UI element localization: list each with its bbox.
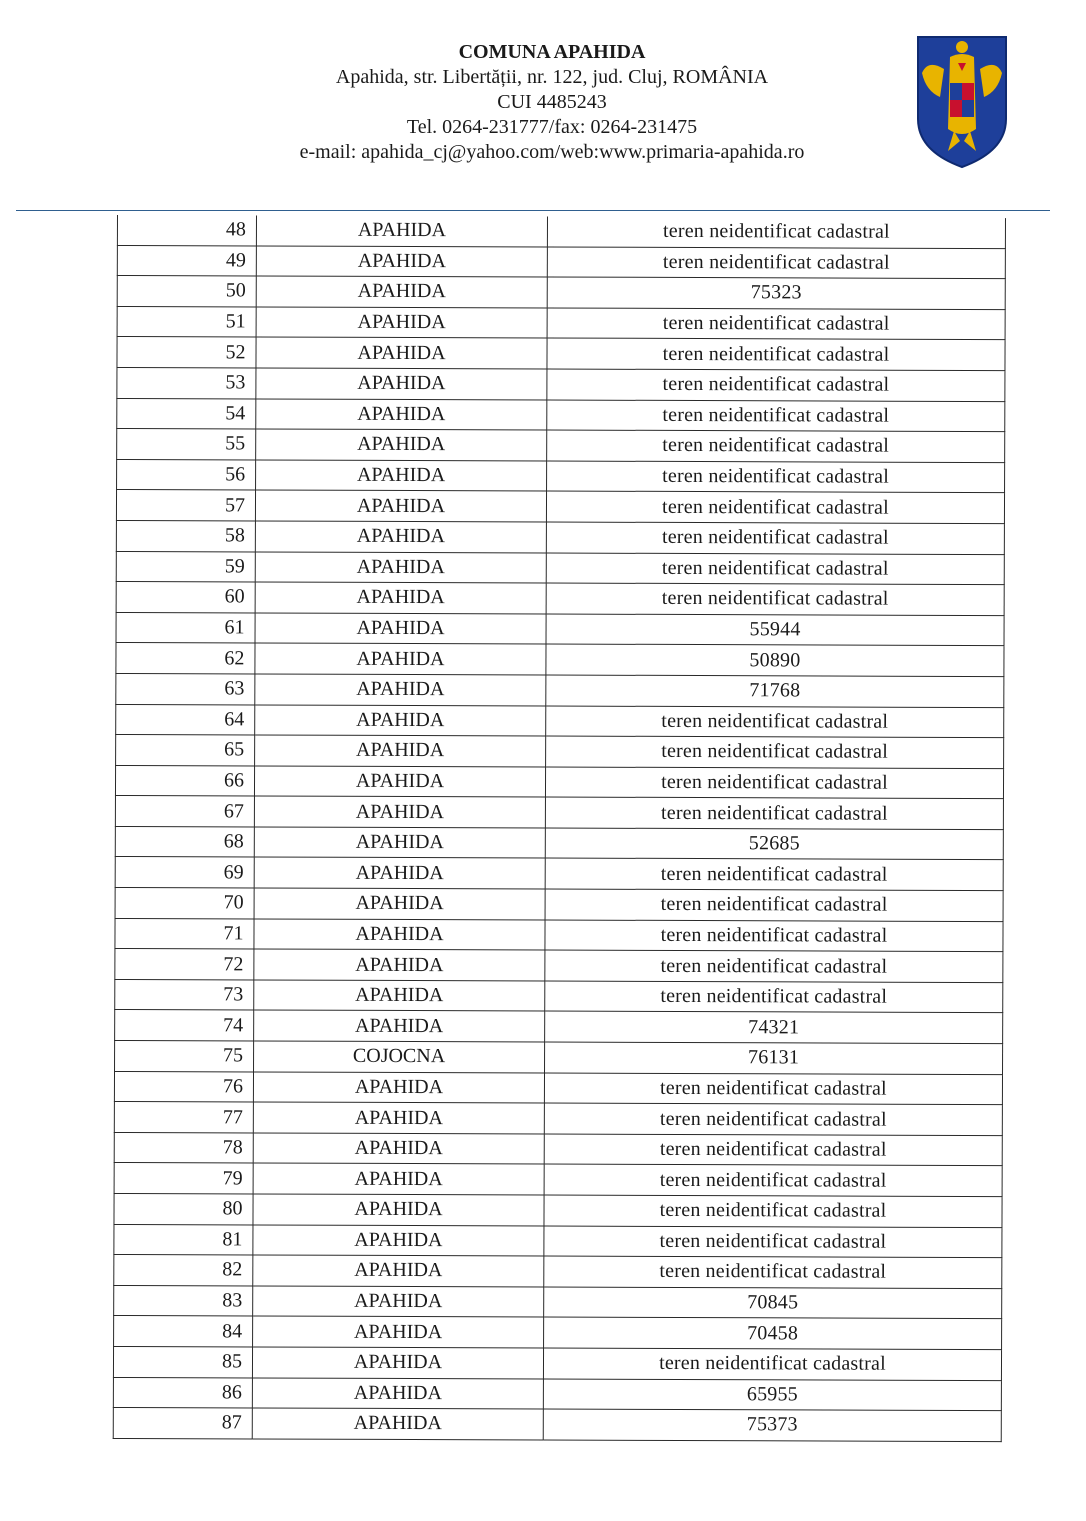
- table-row: [115, 1010, 1003, 1044]
- locality-cell: APAHIDA: [253, 1072, 544, 1104]
- locality-cell: APAHIDA: [254, 857, 545, 889]
- cadastral-number-cell: teren neidentificat cadastral: [547, 369, 1005, 401]
- locality-cell: APAHIDA: [252, 1378, 543, 1410]
- letterhead: [190, 40, 914, 165]
- table-row: [114, 1163, 1002, 1197]
- row-number-cell: 58: [116, 520, 255, 551]
- locality-cell: APAHIDA: [256, 368, 547, 400]
- table-row: [114, 1285, 1002, 1319]
- table-row: [114, 1224, 1002, 1258]
- cadastral-number-cell: teren neidentificat cadastral: [547, 217, 1005, 249]
- cadastral-number-cell: teren neidentificat cadastral: [547, 308, 1005, 340]
- row-number-cell: 69: [115, 857, 254, 888]
- cadastral-number-cell: teren neidentificat cadastral: [543, 1348, 1001, 1380]
- row-number-cell: 74: [115, 1010, 254, 1041]
- locality-cell: APAHIDA: [252, 1347, 543, 1379]
- row-number-cell: 85: [113, 1346, 252, 1377]
- table-row: [114, 1071, 1002, 1105]
- locality-cell: APAHIDA: [254, 827, 545, 859]
- table-row: [114, 1255, 1002, 1289]
- cadastral-number-cell: teren neidentificat cadastral: [545, 889, 1003, 921]
- table-row: [113, 1377, 1001, 1411]
- row-number-cell: 70: [115, 888, 254, 919]
- cadastral-number-cell: 55944: [546, 614, 1004, 646]
- institution-phone: Tel. 0264-231777/fax: 0264-231475: [406, 116, 698, 138]
- table-row: [116, 735, 1004, 769]
- table-row: [114, 1102, 1002, 1136]
- cadastral-number-cell: teren neidentificat cadastral: [547, 247, 1005, 279]
- cadastral-number-cell: 50890: [546, 644, 1004, 676]
- row-number-cell: 52: [117, 337, 256, 368]
- table-row: [116, 520, 1004, 554]
- cadastral-number-cell: teren neidentificat cadastral: [547, 430, 1005, 462]
- locality-cell: APAHIDA: [253, 1316, 544, 1348]
- cadastral-number-cell: teren neidentificat cadastral: [545, 858, 1003, 890]
- cadastral-number-cell: teren neidentificat cadastral: [545, 767, 1003, 799]
- table-row: [113, 1346, 1001, 1380]
- cadastral-number-cell: teren neidentificat cadastral: [546, 491, 1004, 523]
- locality-cell: APAHIDA: [255, 735, 546, 767]
- row-number-cell: 86: [113, 1377, 252, 1408]
- table-row: [116, 490, 1004, 524]
- locality-cell: APAHIDA: [254, 796, 545, 828]
- cadastral-number-cell: teren neidentificat cadastral: [547, 338, 1005, 370]
- row-number-cell: 76: [114, 1071, 253, 1102]
- table-row: [115, 796, 1003, 830]
- locality-cell: APAHIDA: [255, 613, 546, 645]
- cadastral-number-cell: teren neidentificat cadastral: [546, 705, 1004, 737]
- cadastral-number-cell: 70845: [544, 1287, 1002, 1319]
- row-number-cell: 64: [116, 704, 255, 735]
- locality-cell: APAHIDA: [254, 766, 545, 798]
- locality-cell: APAHIDA: [256, 215, 547, 246]
- table-row: [116, 612, 1004, 646]
- row-number-cell: 50: [117, 276, 256, 307]
- locality-cell: APAHIDA: [253, 1133, 544, 1165]
- row-number-cell: 71: [115, 918, 254, 949]
- table-row: [117, 429, 1005, 463]
- row-number-cell: 49: [117, 245, 256, 276]
- locality-cell: APAHIDA: [253, 1286, 544, 1318]
- cadastral-number-cell: teren neidentificat cadastral: [544, 1164, 1002, 1196]
- cadastral-number-cell: teren neidentificat cadastral: [545, 797, 1003, 829]
- row-number-cell: 55: [117, 429, 256, 460]
- table-row: [116, 551, 1004, 585]
- row-number-cell: 63: [116, 673, 255, 704]
- cadastral-number-cell: 70458: [544, 1317, 1002, 1349]
- row-number-cell: 48: [117, 215, 256, 246]
- locality-cell: APAHIDA: [253, 1102, 544, 1134]
- row-number-cell: 61: [116, 612, 255, 643]
- table-row: [116, 643, 1004, 677]
- locality-cell: APAHIDA: [253, 1163, 544, 1195]
- row-number-cell: 57: [116, 490, 255, 521]
- cadastral-number-cell: teren neidentificat cadastral: [545, 981, 1003, 1013]
- table-row: [117, 245, 1005, 279]
- cadastral-number-cell: teren neidentificat cadastral: [544, 1195, 1002, 1227]
- locality-cell: APAHIDA: [255, 552, 546, 584]
- cadastral-number-cell: 71768: [546, 675, 1004, 707]
- row-number-cell: 66: [115, 765, 254, 796]
- row-number-cell: 54: [117, 398, 256, 429]
- locality-cell: APAHIDA: [256, 246, 547, 278]
- locality-cell: APAHIDA: [255, 521, 546, 553]
- locality-cell: APAHIDA: [256, 276, 547, 308]
- cadastral-number-cell: 75323: [547, 277, 1005, 309]
- cadastral-number-cell: 75373: [543, 1409, 1001, 1441]
- row-number-cell: 83: [114, 1285, 253, 1316]
- institution-cui: CUI 4485243: [497, 91, 607, 113]
- cadastral-number-cell: teren neidentificat cadastral: [546, 736, 1004, 768]
- locality-cell: APAHIDA: [255, 490, 546, 522]
- locality-cell: APAHIDA: [253, 1255, 544, 1287]
- cadastral-number-cell: teren neidentificat cadastral: [547, 461, 1005, 493]
- locality-cell: APAHIDA: [253, 1225, 544, 1257]
- locality-cell: APAHIDA: [252, 1408, 543, 1440]
- row-number-cell: 82: [114, 1255, 253, 1286]
- land-registry-table: [113, 215, 1006, 1442]
- row-number-cell: 60: [116, 582, 255, 613]
- table-row: [115, 918, 1003, 952]
- table-row: [115, 826, 1003, 860]
- table-row: [115, 857, 1003, 891]
- row-number-cell: 81: [114, 1224, 253, 1255]
- row-number-cell: 78: [114, 1132, 253, 1163]
- cadastral-number-cell: teren neidentificat cadastral: [546, 583, 1004, 615]
- locality-cell: APAHIDA: [254, 949, 545, 981]
- row-number-cell: 75: [115, 1041, 254, 1072]
- row-number-cell: 65: [116, 735, 255, 766]
- row-number-cell: 72: [115, 949, 254, 980]
- header-divider: [16, 210, 1050, 211]
- table-row: [116, 582, 1004, 616]
- row-number-cell: 56: [117, 459, 256, 490]
- row-number-cell: 67: [115, 796, 254, 827]
- locality-cell: COJOCNA: [254, 1041, 545, 1073]
- table-row: [117, 215, 1005, 248]
- cadastral-number-cell: teren neidentificat cadastral: [545, 950, 1003, 982]
- row-number-cell: 62: [116, 643, 255, 674]
- cadastral-number-cell: 74321: [545, 1011, 1003, 1043]
- coat-of-arms-icon: [914, 33, 1010, 169]
- table-row: [115, 979, 1003, 1013]
- locality-cell: APAHIDA: [255, 674, 546, 706]
- table-row: [114, 1193, 1002, 1227]
- table-row: [117, 398, 1005, 432]
- table-row: [114, 1316, 1002, 1350]
- row-number-cell: 73: [115, 979, 254, 1010]
- table-row: [115, 1041, 1003, 1075]
- table-row: [117, 459, 1005, 493]
- table-row: [117, 337, 1005, 371]
- table-row: [117, 306, 1005, 340]
- locality-cell: APAHIDA: [256, 307, 547, 339]
- locality-cell: APAHIDA: [254, 919, 545, 951]
- row-number-cell: 59: [116, 551, 255, 582]
- cadastral-number-cell: teren neidentificat cadastral: [547, 400, 1005, 432]
- cadastral-number-cell: teren neidentificat cadastral: [546, 553, 1004, 585]
- row-number-cell: 87: [113, 1408, 252, 1439]
- cadastral-number-cell: teren neidentificat cadastral: [546, 522, 1004, 554]
- institution-address: Apahida, str. Libertății, nr. 122, jud. Cluj, ROMÂNIA: [335, 66, 769, 88]
- row-number-cell: 80: [114, 1193, 253, 1224]
- locality-cell: APAHIDA: [256, 460, 547, 492]
- row-number-cell: 84: [114, 1316, 253, 1347]
- locality-cell: APAHIDA: [256, 337, 547, 369]
- cadastral-number-cell: teren neidentificat cadastral: [544, 1073, 1002, 1105]
- locality-cell: APAHIDA: [256, 399, 547, 431]
- cadastral-number-cell: 76131: [545, 1042, 1003, 1074]
- cadastral-number-cell: teren neidentificat cadastral: [545, 920, 1003, 952]
- cadastral-number-cell: teren neidentificat cadastral: [544, 1103, 1002, 1135]
- locality-cell: APAHIDA: [254, 888, 545, 920]
- table-row: [113, 1408, 1001, 1442]
- table-row: [117, 367, 1005, 401]
- locality-cell: APAHIDA: [254, 1010, 545, 1042]
- locality-cell: APAHIDA: [255, 643, 546, 675]
- cadastral-number-cell: teren neidentificat cadastral: [544, 1256, 1002, 1288]
- institution-name: COMUNA APAHIDA: [458, 41, 646, 63]
- row-number-cell: 79: [114, 1163, 253, 1194]
- table-row: [115, 888, 1003, 922]
- table-row: [114, 1132, 1002, 1166]
- locality-cell: APAHIDA: [255, 704, 546, 736]
- cadastral-number-cell: 65955: [543, 1379, 1001, 1411]
- table-body: [113, 215, 1005, 1441]
- table-row: [116, 673, 1004, 707]
- locality-cell: APAHIDA: [255, 582, 546, 614]
- row-number-cell: 68: [115, 826, 254, 857]
- row-number-cell: 51: [117, 306, 256, 337]
- locality-cell: APAHIDA: [256, 429, 547, 461]
- cadastral-number-cell: 52685: [545, 828, 1003, 860]
- table-row: [117, 276, 1005, 310]
- table-row: [115, 949, 1003, 983]
- table-row: [115, 765, 1003, 799]
- table-row: [116, 704, 1004, 738]
- institution-contact: e-mail: apahida_cj@yahoo.com/web:www.primaria-apahida.ro: [299, 141, 805, 163]
- row-number-cell: 77: [114, 1102, 253, 1133]
- cadastral-number-cell: teren neidentificat cadastral: [544, 1226, 1002, 1258]
- locality-cell: APAHIDA: [253, 1194, 544, 1226]
- row-number-cell: 53: [117, 367, 256, 398]
- locality-cell: APAHIDA: [254, 980, 545, 1012]
- cadastral-number-cell: teren neidentificat cadastral: [544, 1134, 1002, 1166]
